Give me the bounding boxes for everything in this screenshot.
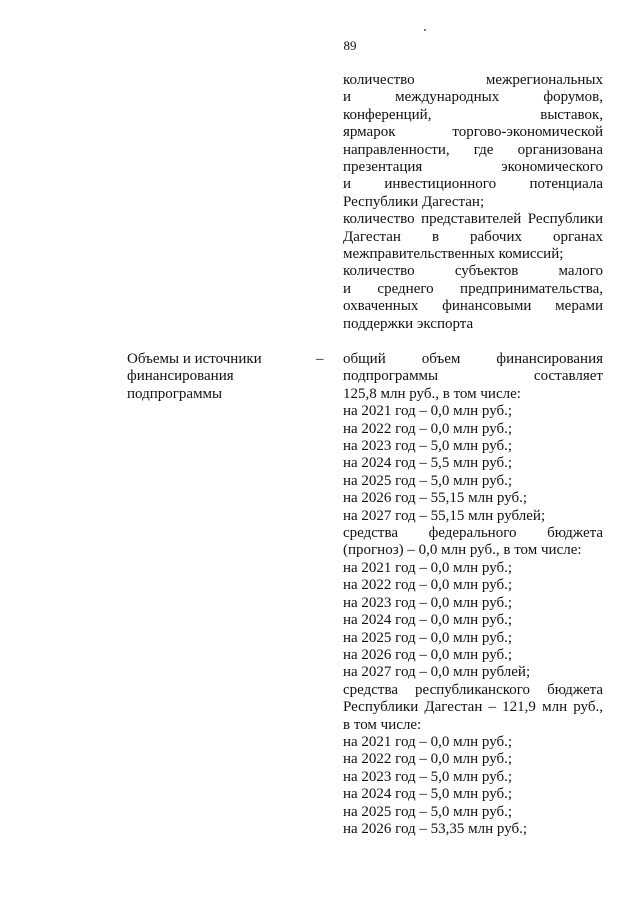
text-line: количество межрегиональных — [343, 72, 603, 88]
indicators-text-block — [343, 72, 603, 333]
value-line: (прогноз) – 0,0 млн руб., в том числе: — [343, 542, 582, 559]
value-line: в том числе: — [343, 716, 422, 733]
value-line: на 2024 год – 5,5 млн руб.; — [343, 455, 513, 472]
text-line: Дагестан в рабочих органах — [343, 228, 603, 245]
value-line: на 2027 год – 0,0 млн рублей; — [343, 664, 531, 681]
text-line: количество представителей Республики — [343, 211, 603, 228]
text-line: направленности, где организована — [343, 141, 603, 158]
value-line: на 2022 год – 0,0 млн руб.; — [343, 751, 513, 768]
finance-row-label — [127, 351, 297, 403]
value-line: подпрограммы составляет — [343, 368, 603, 385]
value-line: на 2026 год – 55,15 млн руб.; — [343, 490, 528, 507]
value-line: средства республиканского бюджета — [343, 681, 603, 698]
value-line: на 2023 год – 5,0 млн руб.; — [343, 768, 513, 785]
finance-row-value — [343, 351, 603, 838]
page-number: 89 — [343, 38, 357, 53]
text-line: Республики Дагестан; — [343, 193, 485, 210]
value-line: на 2023 год – 0,0 млн руб.; — [343, 594, 513, 611]
scan-speck — [424, 29, 426, 31]
text-line: охваченных финансовыми мерами — [343, 298, 603, 315]
text-line: поддержки экспорта — [343, 315, 474, 332]
value-line: на 2022 год – 0,0 млн руб.; — [343, 577, 513, 594]
value-line: на 2027 год – 55,15 млн рублей; — [343, 507, 546, 524]
value-line: на 2021 год – 0,0 млн руб.; — [343, 403, 513, 420]
label-line: финансирования — [127, 368, 234, 385]
label-line: Объемы и источники — [127, 351, 262, 367]
value-line: 125,8 млн руб., в том числе: — [343, 385, 521, 402]
value-line: на 2024 год – 0,0 млн руб.; — [343, 612, 513, 629]
value-line: на 2021 год – 0,0 млн руб.; — [343, 733, 513, 750]
value-line: на 2023 год – 5,0 млн руб.; — [343, 438, 513, 455]
value-line: на 2022 год – 0,0 млн руб.; — [343, 420, 513, 437]
text-line: ярмарок торгово-экономической — [343, 124, 603, 141]
text-line: межправительственных комиссий; — [343, 246, 564, 263]
text-line: конференций, выставок, — [343, 106, 603, 123]
text-line: и международных форумов, — [343, 89, 603, 106]
text-line: и инвестиционного потенциала — [343, 176, 603, 193]
value-line: на 2024 год – 5,0 млн руб.; — [343, 786, 513, 803]
value-line: на 2025 год – 5,0 млн руб.; — [343, 803, 513, 820]
value-line: на 2021 год – 0,0 млн руб.; — [343, 559, 513, 576]
value-line: на 2026 год – 53,35 млн руб.; — [343, 820, 528, 837]
text-line: презентация экономического — [343, 159, 603, 176]
value-line: на 2026 год – 0,0 млн руб.; — [343, 646, 513, 663]
label-line: подпрограммы — [127, 385, 223, 402]
text-line: количество субъектов малого — [343, 263, 603, 280]
value-line: общий объем финансирования — [343, 351, 603, 367]
row-dash: – — [316, 351, 324, 367]
value-line: на 2025 год – 5,0 млн руб.; — [343, 472, 513, 489]
value-line: средства федерального бюджета — [343, 525, 603, 542]
value-line: на 2025 год – 0,0 млн руб.; — [343, 629, 513, 646]
value-line: Республики Дагестан – 121,9 млн руб., — [343, 699, 603, 716]
text-line: и среднего предпринимательства, — [343, 280, 603, 297]
